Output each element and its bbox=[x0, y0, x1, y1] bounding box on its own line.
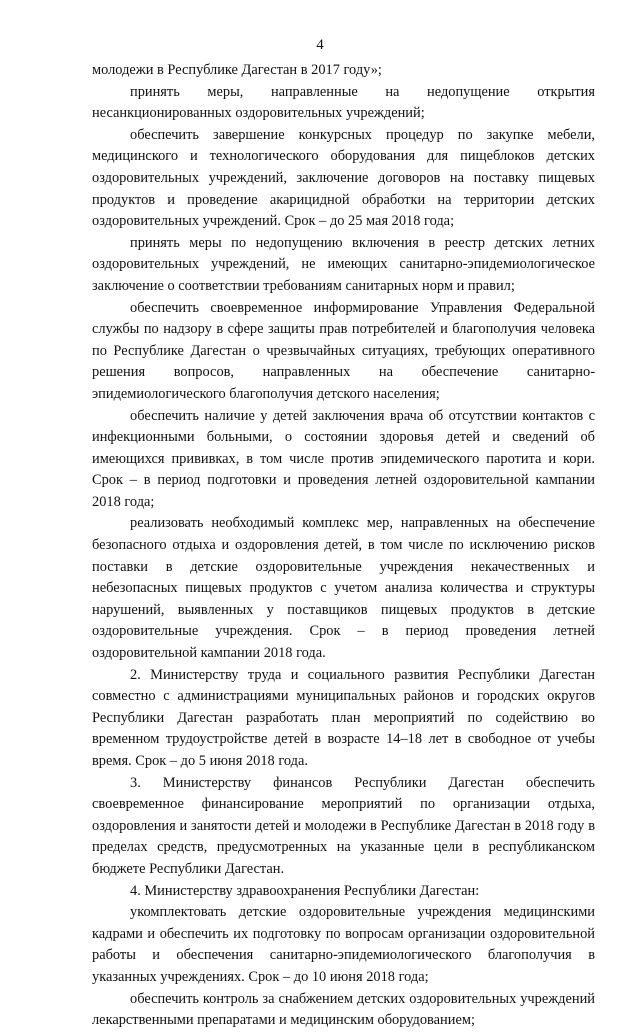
paragraph-4: принять меры по недопущению включения в реестр детских летних оздоровительных учреждений, не имеющих санитарно-эпидемиологическое заключение о соответствии требованиям санитарных норм и правил; bbox=[92, 234, 595, 294]
paragraph-10: 4. Министерству здравоохранения Республики Дагестан: bbox=[130, 882, 480, 899]
paragraph-9: 3. Министерству финансов Республики Дагестан обеспечить своевременное финансирование мероприятий по организации отдыха, оздоровления и занятости детей и молодежи в Республике Дагестан в 2018 году в пределах средств, предусмотренных на указанные цели в республиканском бюджете Республики Дагестан. bbox=[92, 774, 595, 877]
document-body bbox=[92, 60, 595, 1032]
paragraph-2: принять меры, направленные на недопущение открытия несанкционированных оздоровительных учреждений; bbox=[92, 83, 595, 122]
paragraph-8: 2. Министерству труда и социального развития Республики Дагестан совместно с администрациями муниципальных районов и городских округов Республики Дагестан разработать план мероприятий по содействию во временном трудоустройстве детей в возрасте 14–18 лет в свободное от учебы время. Срок – до 5 июня 2018 года. bbox=[92, 666, 595, 769]
paragraph-5: обеспечить своевременное информирование Управления Федеральной службы по надзору в сфере защиты прав потребителей и благополучия человека по Республике Дагестан о чрезвычайных ситуациях, требующих оперативного решения вопросов, направленных на обеспечение санитарно-эпидемиологического благополучия детского населения; bbox=[92, 299, 595, 402]
paragraph-1: молодежи в Республике Дагестан в 2017 году»; bbox=[92, 62, 382, 78]
paragraph-7: реализовать необходимый комплекс мер, направленных на обеспечение безопасного отдыха и оздоровления детей, в том числе по исключению рисков поставки в детские оздоровительные учреждения некачественных и небезопасных пищевых продуктов с учетом анализа количества и структуры нарушений, выявленных у поставщиков пищевых продуктов в детские оздоровительные учреждения. Срок – в период проведения летней оздоровительной кампании 2018 года. bbox=[92, 515, 595, 662]
page-number: 4 bbox=[316, 37, 324, 53]
paragraph-11: укомплектовать детские оздоровительные учреждения медицинскими кадрами и обеспечить их подготовку по вопросам организации оздоровительной работы и обеспечения санитарно-эпидемиологического благополучия в указанных учреждениях. Срок – до 10 июня 2018 года; bbox=[92, 904, 595, 985]
paragraph-6: обеспечить наличие у детей заключения врача об отсутствии контактов с инфекционными больными, о состоянии здоровья детей и сведений об имеющихся прививках, в том числе против эпидемического паротита и кори. Срок – в период подготовки и проведения летней оздоровительной кампании 2018 года; bbox=[92, 407, 595, 510]
paragraph-12: обеспечить контроль за снабжением детских оздоровительных учреждений лекарственными препаратами и медицинским оборудованием; bbox=[92, 990, 595, 1029]
paragraph-3: обеспечить завершение конкурсных процедур по закупке мебели, медицинского и технологического оборудования для пищеблоков детских оздоровительных учреждений, заключение договоров на поставку пищевых продуктов и проведение акарицидной обработки на территории детских оздоровительных учреждений. Срок – до 25 мая 2018 года; bbox=[92, 126, 595, 230]
